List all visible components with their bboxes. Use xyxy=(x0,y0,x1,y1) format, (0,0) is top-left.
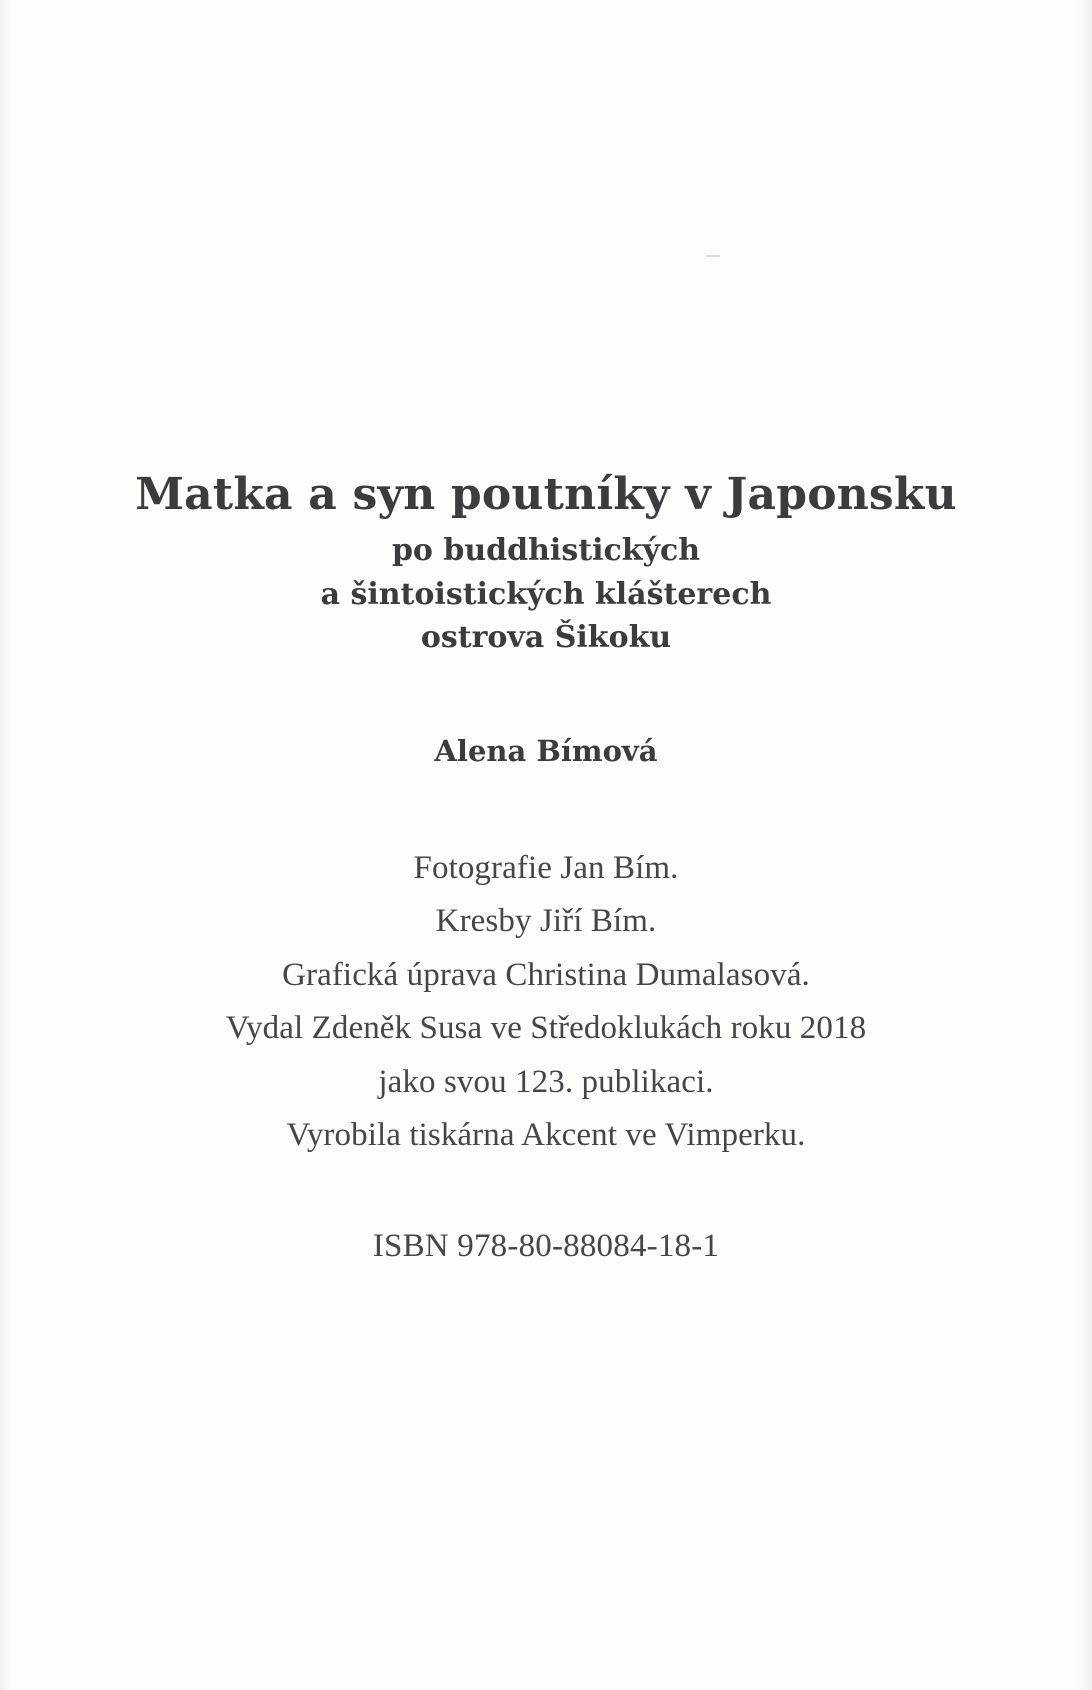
title-block xyxy=(0,470,1092,660)
credit-line-printer: Vyrobila tiskárna Akcent ve Vimperku. xyxy=(286,1117,806,1154)
credit-line-publisher: Vydal Zdeněk Susa ve Středoklukách roku 2018 xyxy=(225,1010,867,1047)
credit-line-publication-number: jako svou 123. publikaci. xyxy=(378,1063,714,1100)
subtitle-line-1: po buddhistických xyxy=(391,533,701,569)
subtitle-line-2: a šintoistických klášterech xyxy=(320,576,772,612)
author-name: Alena Bímová xyxy=(434,733,658,768)
subtitle-line-3: ostrova Šikoku xyxy=(420,620,672,656)
credit-line-drawings: Kresby Jiří Bím. xyxy=(435,903,657,940)
credits-block xyxy=(0,768,1092,1163)
isbn-number: ISBN 978-80-88084-18-1 xyxy=(372,1228,720,1265)
credit-line-photography: Fotografie Jan Bím. xyxy=(413,849,679,886)
page-title: Matka a syn poutníky v Japonsku xyxy=(135,469,957,520)
credit-line-graphic-design: Grafická úprava Christina Dumalasová. xyxy=(282,956,810,993)
